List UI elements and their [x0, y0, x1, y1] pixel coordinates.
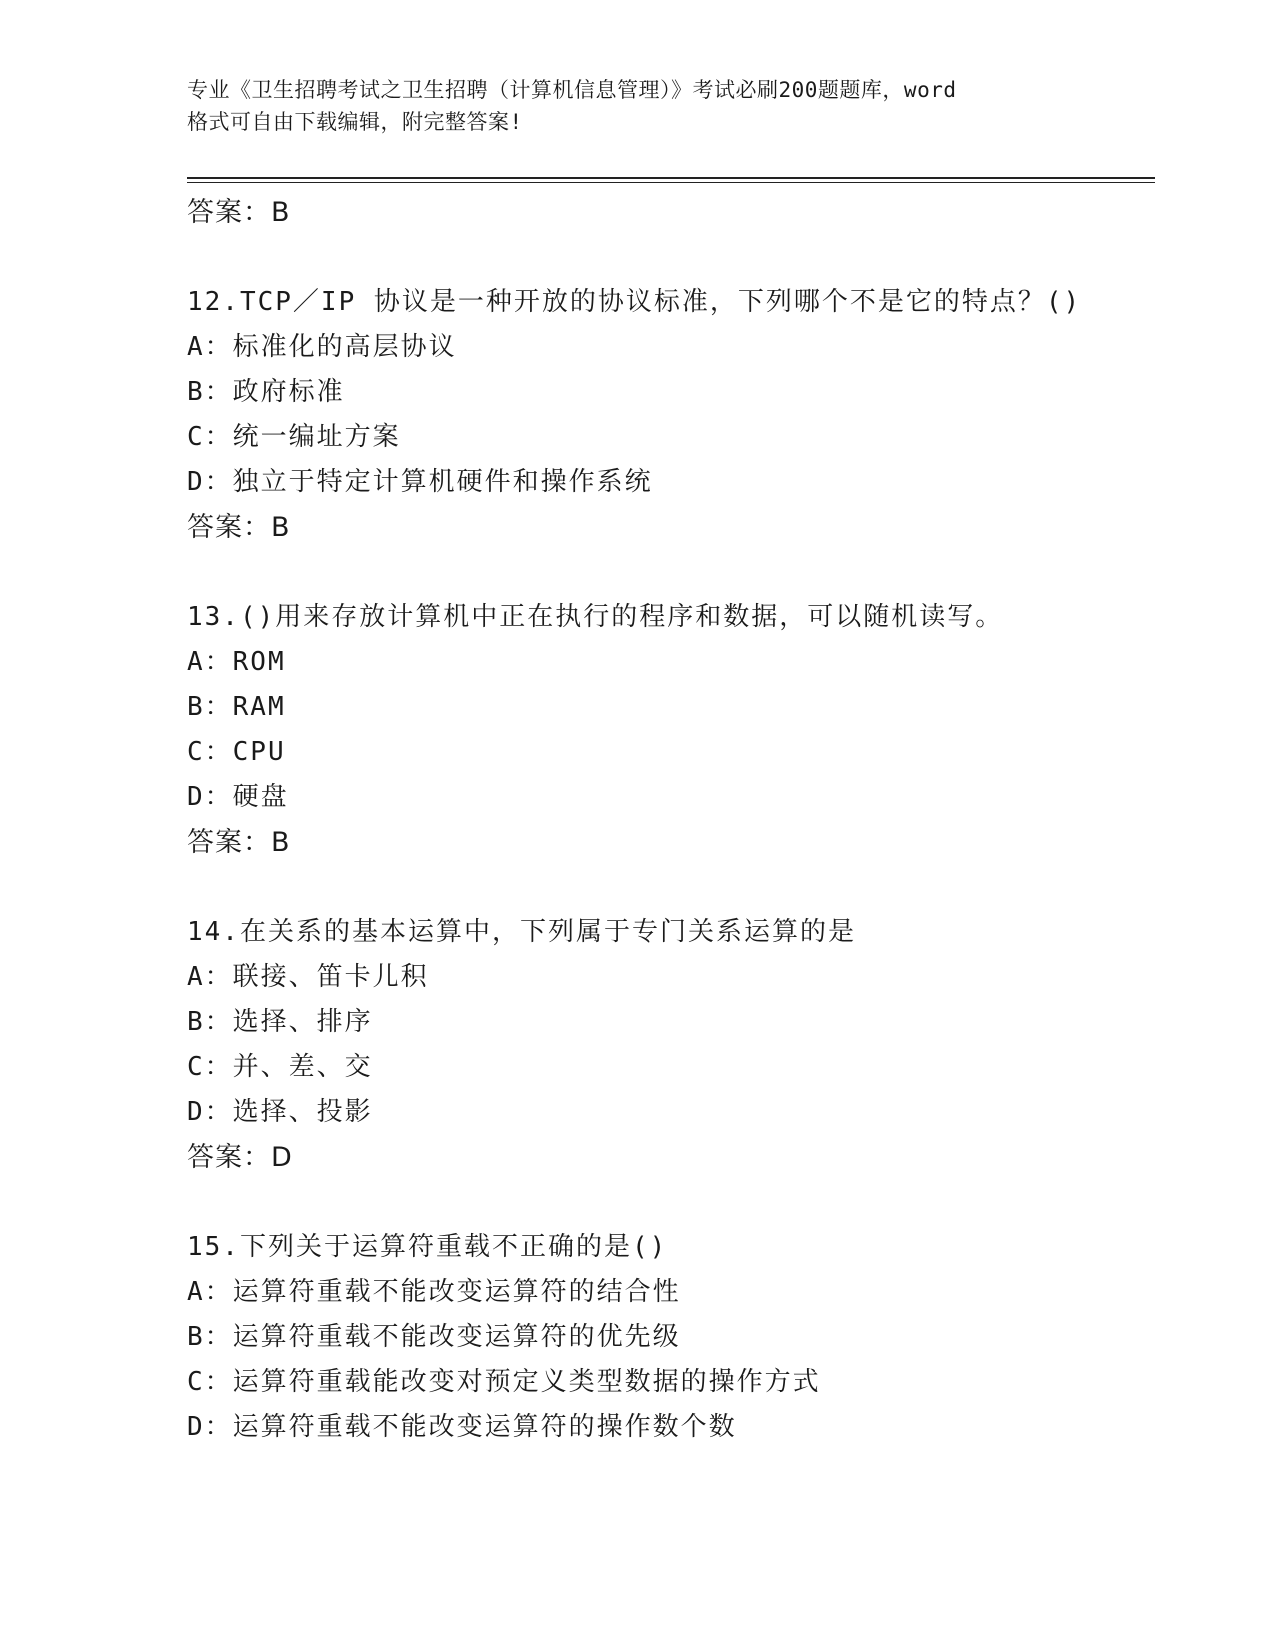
answer-line: 答案：B	[187, 512, 291, 543]
question-stem: 14.在关系的基本运算中，下列属于专门关系运算的是	[187, 917, 856, 947]
option-a: A：ROM	[187, 647, 286, 677]
header-line-1: 专业《卫生招聘考试之卫生招聘（计算机信息管理）》考试必刷200题题库，word	[187, 78, 957, 102]
option-d: D：硬盘	[187, 782, 289, 812]
option-c: C：并、差、交	[187, 1052, 373, 1082]
option-a: A：运算符重载不能改变运算符的结合性	[187, 1277, 681, 1307]
question-stem: 12.TCP／IP 协议是一种开放的协议标准，下列哪个不是它的特点？()	[187, 287, 1082, 317]
question-14	[187, 910, 1155, 1180]
question-stem: 13.()用来存放计算机中正在执行的程序和数据，可以随机读写。	[187, 602, 1004, 632]
option-c: C：CPU	[187, 737, 286, 767]
option-c: C：统一编址方案	[187, 422, 401, 452]
header-line-2: 格式可自由下载编辑，附完整答案!	[187, 110, 523, 134]
option-b: B：政府标准	[187, 377, 345, 407]
question-15	[187, 1225, 1155, 1450]
question-13	[187, 595, 1155, 865]
answer-line: 答案：B	[187, 827, 291, 858]
option-b: B：RAM	[187, 692, 286, 722]
option-b: B：运算符重载不能改变运算符的优先级	[187, 1322, 681, 1352]
header-rule-thick	[187, 177, 1155, 179]
document-header	[187, 74, 1087, 138]
option-a: A：联接、笛卡儿积	[187, 962, 429, 992]
question-list	[187, 190, 1155, 1450]
header-rule-thin	[187, 182, 1155, 183]
question-12	[187, 280, 1155, 550]
option-d: D：独立于特定计算机硬件和操作系统	[187, 467, 653, 497]
option-c: C：运算符重载能改变对预定义类型数据的操作方式	[187, 1367, 821, 1397]
option-a: A：标准化的高层协议	[187, 332, 457, 362]
question-stem: 15.下列关于运算符重载不正确的是()	[187, 1232, 668, 1262]
option-d: D：运算符重载不能改变运算符的操作数个数	[187, 1412, 737, 1442]
option-d: D：选择、投影	[187, 1097, 373, 1127]
option-b: B：选择、排序	[187, 1007, 373, 1037]
answer-line: 答案：D	[187, 1142, 293, 1173]
answer-line: 答案：B	[187, 197, 291, 228]
